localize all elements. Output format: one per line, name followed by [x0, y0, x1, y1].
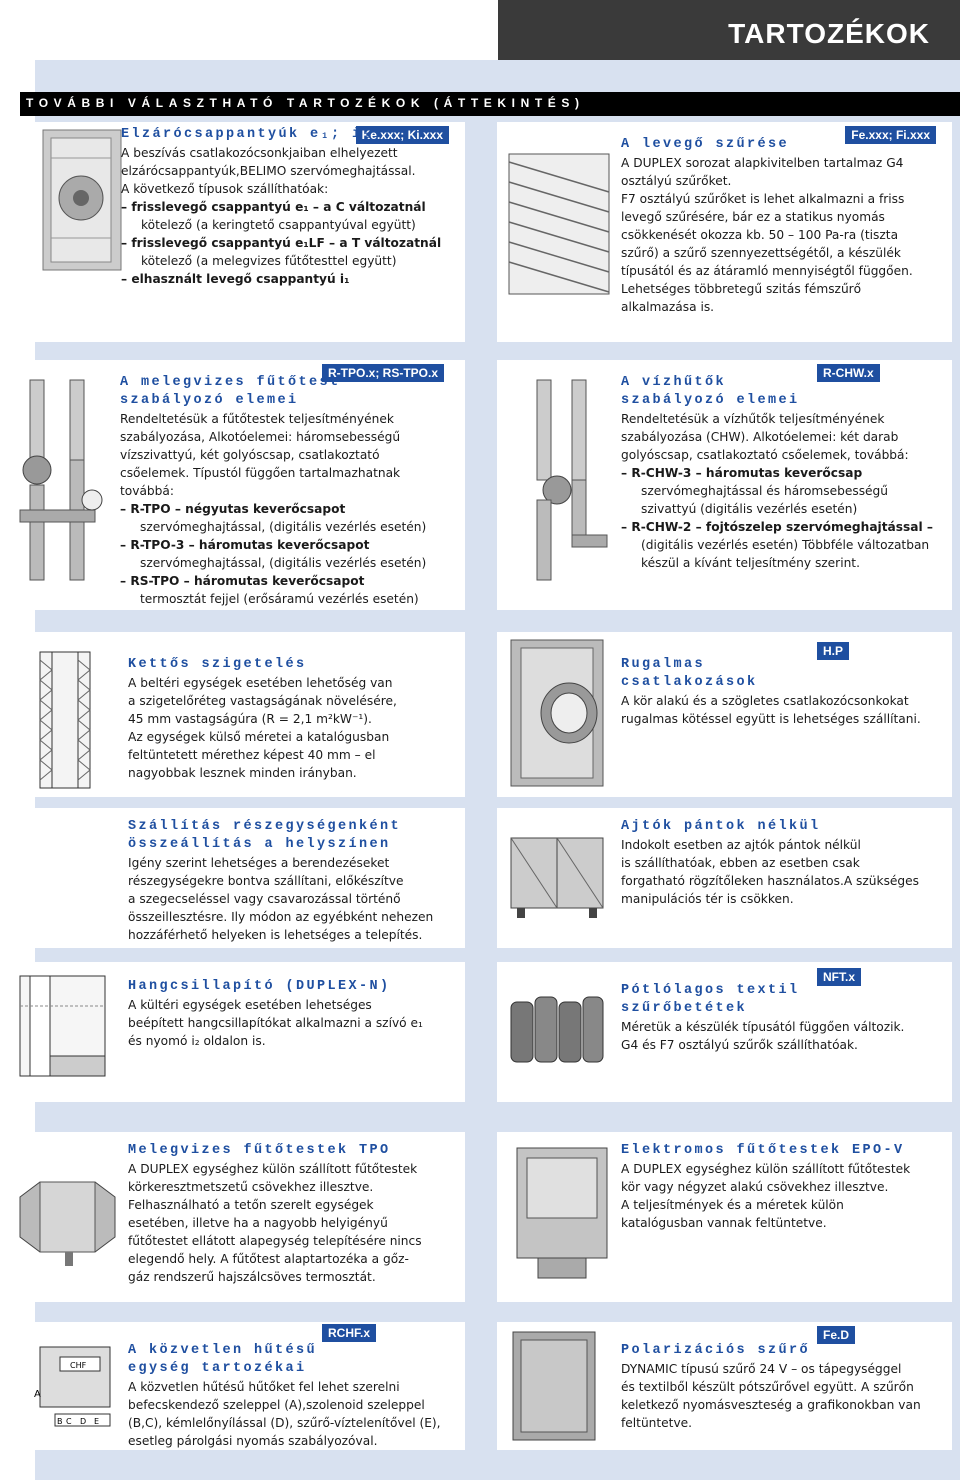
- card-szigeteles: [0, 632, 465, 797]
- card-text: Indokolt esetben az ajtók pántok nélkül is szállíthatóak, ebben az esetben csak forgatható rögzítőleken használatos.A szükséges manipulációs tér is csökken.: [621, 838, 920, 906]
- electric-heater-image: [507, 1138, 617, 1298]
- filter-image: [507, 152, 612, 297]
- card-title: Polarizációs szűrő: [621, 1343, 811, 1358]
- valve-assembly-image: [10, 370, 110, 585]
- direct-cooling-diagram: [30, 1342, 120, 1432]
- label-a: A: [34, 1389, 41, 1400]
- card-title: Szállítás részegységenként: [128, 819, 402, 834]
- label-b: B: [57, 1417, 63, 1426]
- card-zarocsap: [35, 122, 465, 342]
- card-title: Kettős szigetelés: [128, 657, 307, 672]
- card-text: A DUPLEX egységhez külön szállított fűtőtestek körkeresztmetszetű csövekhez illesztve. Felhasználható a tetőn szerelt egységek esetében, illetve ha a nagyobb helyigényű fűtőtestet ellátott alapegység telepítésére nincs elegendő hely. A fűtőtest alaptartozéka a gőz- gáz rendszerű hajszálcsöves termosztát.: [128, 1162, 422, 1284]
- card-title: Elzárócsappantyúk e₁; i₁: [121, 127, 374, 142]
- card-tpo: [0, 1132, 465, 1302]
- card-potlolagos: [497, 962, 952, 1102]
- product-code: RCHF.x: [322, 1324, 376, 1342]
- card-text: A beltéri egységek esetében lehetőség van a szigetelőréteg vastagságának növelésére, 45 mm vastagságúra (R = 2,1 m²kW⁻¹). Az egységek külső méretei a katalógusban feltüntetett mérethez képest 40 mm – el nagyobbak lesznek minden irányban.: [128, 676, 397, 780]
- card-ajtok: [497, 808, 952, 948]
- product-code: NFT.x: [817, 968, 861, 986]
- textile-filter-image: [507, 992, 607, 1072]
- card-epo: [497, 1132, 952, 1302]
- product-code: Fe.xxx; Fi.xxx: [845, 126, 936, 144]
- section-title: TOVÁBBI VÁLASZTHATÓ TARTOZÉKOK (ÁTTEKINTÉS): [26, 96, 585, 110]
- label-d: D: [80, 1417, 87, 1426]
- product-code: Fe.D: [817, 1326, 855, 1344]
- card-title: Ajtók pántok nélkül: [621, 819, 821, 834]
- card-title: A melegvizes fűtőtest: [120, 375, 341, 390]
- flexible-connector-image: [507, 638, 607, 788]
- card-text: A beszívás csatlakozócsonkjaiban elhelyezett elzárócsappantyúk,BELIMO szervómeghajtással. A következő típusok szállíthatóak: – frisslevegő csappantyú e₁ – a C változatnál kötelező (a keringtető csappantyúval együtt) – frisslevegő csappantyú e₁LF – a T változatnál kötelező (a melegvizes fűtőtesttel együtt) – elhasznált levegő csappantyú i₁: [121, 146, 442, 286]
- card-title-2: szabályozó elemei: [120, 393, 299, 408]
- card-title-2: csatlakozások: [621, 675, 758, 690]
- card-title: Melegvizes fűtőtestek TPO: [128, 1143, 391, 1158]
- card-title-2: szűrőbetétek: [621, 1001, 748, 1016]
- product-code: R-CHW.x: [817, 364, 880, 382]
- damper-image: [41, 128, 123, 273]
- card-futotest: [0, 360, 465, 610]
- card-polarizacios: [497, 1322, 952, 1450]
- product-code: R-TPO.x; RS-TPO.x: [322, 364, 444, 382]
- card-text: A kör alakú és a szögletes csatlakozócsonkokat rugalmas kötéssel együtt is lehetséges szállítani.: [621, 694, 921, 726]
- card-title: Elektromos fűtőtestek EPO-V: [621, 1143, 905, 1158]
- card-title-2: szabályozó elemei: [621, 393, 800, 408]
- card-title-2: egység tartozékai: [128, 1361, 307, 1376]
- duct-heater-image: [10, 1162, 125, 1272]
- label-e: E: [94, 1417, 100, 1426]
- card-szures: [497, 122, 952, 342]
- card-rugalmas: [497, 632, 952, 797]
- card-text: A DUPLEX sorozat alapkivitelben tartalmaz G4 osztályú szűrőket. F7 osztályú szűrőket is lehet alkalmazni a friss levegő szűrésére, bár ez a statikus nyomás csökkenését okozza kb. 50 – 100 Pa-ra (tiszta szűrő) a szűrő szennyezettségétől, a készülék típusától és az átáramló mennyiségtől függően. Lehetséges többretegű szitás fémszűrő alkalmazása is.: [621, 156, 913, 314]
- polarization-filter-image: [507, 1328, 602, 1446]
- card-text: Rendeltetésük a vízhűtők teljesítményének szabályozása (CHW). Alkotóelemei: két darab golyóscsap, csatlakoztató csőelemek, továbbá: – R-CHW-3 – háromutas keverőcsap szervómeghajtással és háromsebességű szivattyú (digitális vezérlés esetén) – R-CHW-2 – fojtószelep szervómeghajtással – (digitális vezérlés esetén) Többféle változatban készül a kívánt teljesítmény szerint.: [621, 412, 934, 570]
- card-title: Pótlólagos textil: [621, 983, 800, 998]
- card-vizhuto: [497, 360, 952, 610]
- card-text: DYNAMIC típusú szűrő 24 V – os tápegységgel és textilből készült pótszűrővel együtt. A szűrőn keletkező nyomásveszteség a grafikonokban van feltüntetve.: [621, 1362, 921, 1430]
- unit-section-image: [507, 828, 607, 928]
- label-chf: CHF: [70, 1361, 87, 1370]
- product-code: H.P: [817, 642, 849, 660]
- card-text: A közvetlen hűtésű hűtőket fel lehet szerelni befecskendező szeleppel (A),szolenoid szeleppel (B,C), kémlelőnyílással (D), szűrő-víztelenítővel (E), esetleg párolgási nyomás szabályozóval.: [128, 1380, 441, 1448]
- insulation-image: [38, 650, 93, 790]
- card-szallitas: [0, 808, 465, 948]
- card-title: Rugalmas: [621, 657, 706, 672]
- product-code: Ke.xxx; Ki.xxx: [356, 126, 449, 144]
- card-title: A levegő szűrése: [621, 137, 790, 152]
- label-c: C: [66, 1417, 72, 1426]
- card-title: Hangcsillapító (DUPLEX-N): [128, 979, 391, 994]
- card-kozvetlen: [0, 1322, 465, 1450]
- card-text: Rendeltetésük a fűtőtestek teljesítményének szabályozása, Alkotóelemei: háromsebességű vízszivattyú, két golyóscsap, csatlakoztató csőelemek. Típustól függően tartalmazhatnak továbbá: – R-TPO – négyutas keverőcsapot szervómeghajtással, (digitális vezérlés esetén) – R-TPO-3 – háromutas keverőcsapot szervómeghajtással, (digitális vezérlés esetén) – RS-TPO – háromutas keverőcsapot termosztát fejjel (erősáramú vezérlés esetén): [120, 412, 427, 606]
- card-title-2: összeállítás a helyszínen: [128, 837, 391, 852]
- header-bar: [498, 0, 960, 60]
- card-text: A kültéri egységek esetében lehetséges beépített hangcsillapítókat alkalmazni a szívó e₁ és nyomó i₂ oldalon is.: [128, 998, 423, 1048]
- section-header: [20, 92, 960, 116]
- silencer-image: [10, 966, 110, 1096]
- page-title: TARTOZÉKOK: [728, 18, 930, 49]
- card-hangcsill: [0, 962, 465, 1102]
- cooler-valve-image: [517, 370, 612, 585]
- card-text: Méretük a készülék típusától függően változik. G4 és F7 osztályú szűrők szállíthatóak.: [621, 1020, 905, 1052]
- card-text: Igény szerint lehetséges a berendezéseket részegységekre bontva szállítani, előkészítve a szegecseléssel vagy csavarozással történő összeillesztésre. Ily módon az egyébként nehezen hozzáférhető helyeken is lehetséges a telepítés.: [128, 856, 434, 942]
- card-title: A közvetlen hűtésű: [128, 1343, 318, 1358]
- card-title: A vízhűtők: [621, 375, 727, 390]
- card-text: A DUPLEX egységhez külön szállított fűtőtestek kör vagy négyzet alakú csövekhez illesztve. A teljesítmények és a méretek külön katalógusban vannak feltüntetve.: [621, 1162, 911, 1230]
